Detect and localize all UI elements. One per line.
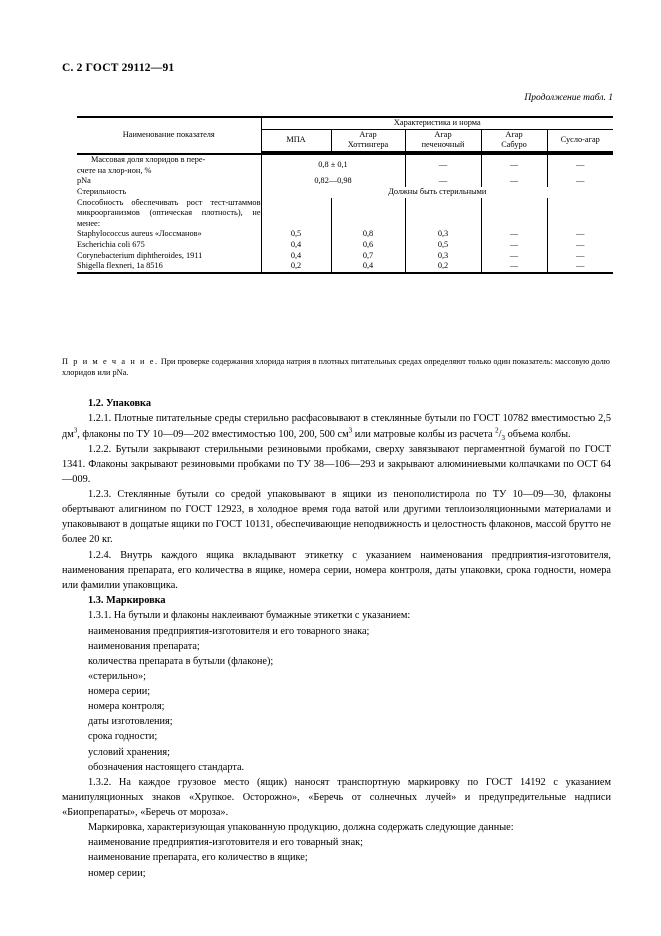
list-item: условий хранения;: [88, 746, 171, 758]
cell-coryne-hottingera: 0,7: [331, 251, 405, 262]
cell-chlorides-saburo: —: [481, 154, 547, 176]
row-indicator-growth-ability: Способность обеспечивать рост тест-штаммов микроорганизмов (оптическая плотность), не менее:: [77, 197, 261, 228]
paragraph-1-2-1: 1.2.1. Плотные питательные среды стерильно расфасовывают в стеклянные бутыли по ГОСТ 10782 вместимостью 2,5 $дм^3$, флаконы по ТУ 10—09—202 вместимостью 100, 200, 500 $см^3$ или матровые колбы из расчета $^2/_3$ объема колбы.: [62, 413, 611, 442]
list-item: наименования предприятия-изготовителя и его товарного знака;: [88, 625, 370, 637]
cell-growth-suslo: [547, 198, 613, 230]
list-item: даты изготовления;: [88, 716, 173, 728]
cell-staph-hottingera: 0,8: [331, 229, 405, 240]
row-indicator-shigella: Shigella flexneri, 1a 8516: [77, 261, 261, 273]
cell-growth-mpa: [261, 198, 331, 230]
table-row: [77, 261, 613, 273]
table-note: [62, 357, 610, 379]
row-indicator-sterility: Стерильность: [77, 187, 127, 196]
list-item: номера серии;: [88, 686, 151, 697]
table-row: [77, 229, 613, 240]
paragraph-1-3-2: 1.3.2. На каждое грузовое место (ящик) наносят транспортную маркировку по ГОСТ 14192 с указанием манипуляционных знаков «Хрупкое. Осторожно», «Беречь от солнечных лучей» и предупредительные надписи «Биопрепараты», «Беречь от мороза».: [62, 776, 611, 818]
cell-pna-saburo: —: [481, 176, 547, 187]
cell-ecoli-mpa: 0,4: [261, 240, 331, 251]
th-subcol-mpa: МПА: [261, 129, 331, 152]
th-subcol-agar-pechenochnyy: Агар печеночный: [405, 129, 481, 152]
document-body: [62, 396, 611, 881]
cell-staph-mpa: 0,5: [261, 229, 331, 240]
label-contents-list: [62, 624, 611, 775]
row-indicator-corynebacterium: Corynebacterium diphtheroides, 1911: [77, 250, 203, 260]
cell-coryne-mpa: 0,4: [261, 251, 331, 262]
specification-table: [77, 116, 613, 274]
cell-pna-pechenochnyy: —: [405, 176, 481, 187]
list-item: обозначения настоящего стандарта.: [88, 761, 245, 773]
specification-table-wrapper: [77, 116, 613, 274]
cell-growth-hottingera: [331, 198, 405, 230]
cell-staph-suslo: —: [547, 229, 613, 240]
table-row: [77, 251, 613, 262]
th-subcol-agar-hottingera: Агар Хоттингера: [331, 129, 405, 152]
cell-chlorides-suslo: —: [547, 154, 613, 176]
cell-growth-pechenochnyy: [405, 198, 481, 230]
cell-coryne-suslo: —: [547, 251, 613, 262]
cell-shigella-pechenochnyy: 0,2: [405, 261, 481, 273]
row-indicator-staphylococcus: Staphylococcus aureus «Лоссманов»: [77, 229, 202, 239]
paragraph-1-2-4: 1.2.4. Внутрь каждого ящика вкладывают этикетку с указанием наименования предприятия-изготовителя, наименования препарата, его количества в ящике, номера серии, номера контроля, даты упаковки, срока годности, номера или фамилии упаковщика.: [62, 549, 611, 591]
table-continuation-label: Продолжение табл. 1: [524, 93, 613, 103]
table-row: [77, 176, 613, 187]
table-row: [77, 154, 613, 176]
section-heading-1-2: 1.2. Упаковка: [88, 398, 151, 409]
cell-pna-suslo: —: [547, 176, 613, 187]
list-item: наименования препарата;: [88, 640, 200, 652]
list-item: наименование предприятия-изготовителя и его товарный знак;: [88, 837, 363, 849]
cell-sterility-span: Должны быть стерильными: [261, 187, 613, 198]
paragraph-1-2-3: 1.2.3. Стеклянные бутыли со средой упаковывают в ящики из пенополистирола по ТУ 10—09—30, флаконы обертывают алигнином по ГОСТ 12923, в холодное время года ватой или другими теплоизоляционными материалами и упаковывают в дощатые ящики по ГОСТ 10131, обеспечивающие неподвижность и целостность флаконов, массой брутто не более 20 кг.: [62, 489, 611, 546]
table-row: [77, 240, 613, 251]
list-item: номера контроля;: [88, 701, 165, 713]
note-text: При проверке содержания хлорида натрия в плотных питательных средах определяют только один показатель: массовую долю хлоридов или pNa.: [62, 357, 611, 377]
cell-ecoli-suslo: —: [547, 240, 613, 251]
cell-staph-pechenochnyy: 0,3: [405, 229, 481, 240]
list-item: наименование препарата, его количество в ящике;: [88, 852, 308, 864]
superscript-3a: 3: [73, 426, 78, 435]
list-item: срока годности;: [88, 731, 158, 743]
row-indicator-chlorides: Массовая доля хлоридов в пере- счете на хлор-ион, %: [77, 155, 206, 175]
paragraph-1-3-2-lead: Маркировка, характеризующая упакованную продукцию, должна содержать следующие данные:: [88, 822, 514, 834]
cell-shigella-suslo: —: [547, 261, 613, 273]
paragraph-1-3-1: 1.3.1. На бутыли и флаконы наклеивают бумажные этикетки с указанием:: [88, 610, 411, 622]
cell-ecoli-hottingera: 0,6: [331, 240, 405, 251]
cell-shigella-mpa: 0,2: [261, 261, 331, 273]
cell-growth-saburo: [481, 198, 547, 230]
cell-shigella-hottingera: 0,4: [331, 261, 405, 273]
th-subcol-agar-saburo: Агар Сабуро: [481, 129, 547, 152]
cell-coryne-saburo: —: [481, 251, 547, 262]
list-item: номер серии;: [88, 867, 146, 879]
cell-coryne-pechenochnyy: 0,3: [405, 251, 481, 262]
superscript-3b: 3: [348, 426, 353, 435]
th-subcol-suslo-agar: Сусло-агар: [547, 129, 613, 152]
th-characteristic-group: Характеристика и норма: [261, 117, 613, 129]
paragraph-1-2-2: 1.2.2. Бутыли закрывают стерильными резиновыми пробками, сверху завязывают пергаментной бумагой по ГОСТ 1341. Флаконы закрывают резиновыми пробками по ТУ 38—106—293 и закрывают алюминиевыми колпачками по ОСТ 64—009.: [62, 443, 611, 485]
transport-marking-list: [62, 835, 611, 880]
table-body: [77, 154, 613, 273]
row-indicator-pna: pNa: [77, 176, 91, 186]
running-head: С. 2 ГОСТ 29112—91: [62, 62, 175, 74]
table-row: [77, 187, 613, 198]
cell-staph-saburo: —: [481, 229, 547, 240]
cell-ecoli-saburo: —: [481, 240, 547, 251]
list-item: количества препарата в бутыли (флаконе);: [88, 655, 274, 667]
th-indicator-name: Наименование показателя: [77, 117, 261, 152]
cell-chlorides-pechenochnyy: —: [405, 154, 481, 176]
section-heading-1-3: 1.3. Маркировка: [88, 594, 166, 606]
cell-shigella-saburo: —: [481, 261, 547, 273]
note-label: П р и м е ч а н и е.: [62, 357, 159, 366]
list-item: «стерильно»;: [88, 670, 146, 682]
cell-pna-span: 0,82—0,98: [261, 176, 405, 187]
row-indicator-escherichia: Escherichia coli 675: [77, 240, 145, 250]
table-header: [77, 117, 613, 154]
cell-ecoli-pechenochnyy: 0,5: [405, 240, 481, 251]
cell-chlorides-span: 0,8 ± 0,1: [261, 154, 405, 176]
fraction-two-thirds: $^2/_3$: [495, 426, 506, 442]
table-row: [77, 198, 613, 230]
